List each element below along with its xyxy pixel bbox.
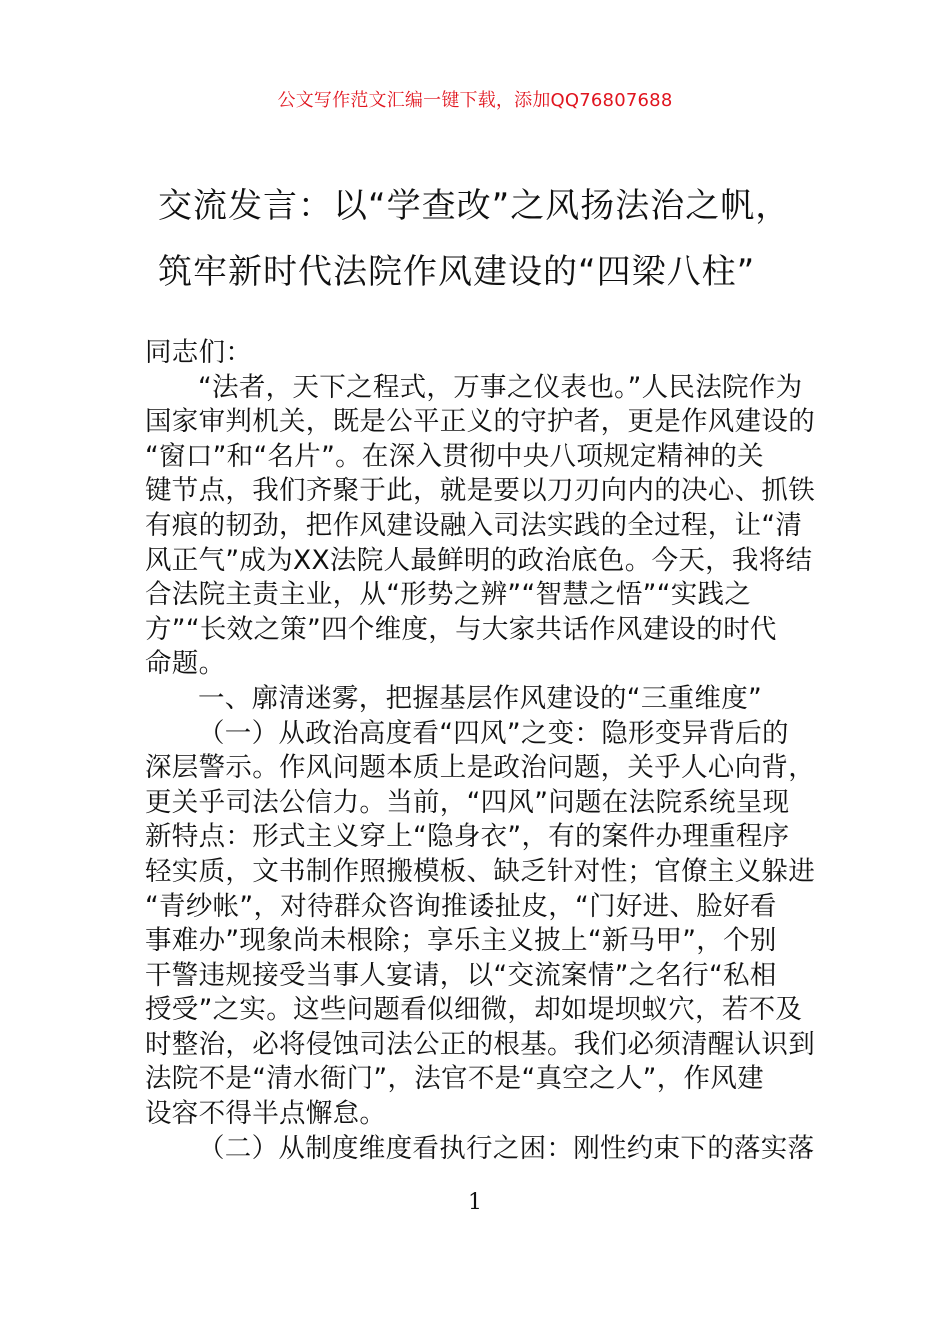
body-line: 风正气”成为XX法院人最鲜明的政治底色。今天，我将结 (145, 544, 813, 576)
body-line: 新特点：形式主义穿上“隐身衣”，有的案件办理重程序 (145, 821, 790, 853)
body-line: 方”“长效之策”四个维度，与大家共话作风建设的时代 (145, 613, 777, 645)
body-line: 事难办”现象尚未根除；享乐主义披上“新马甲”，个别 (145, 925, 777, 957)
body-line: 设容不得半点懈怠。 (145, 1098, 387, 1130)
body-line: 干警违规接受当事人宴请，以“交流案情”之名行“私相 (145, 959, 777, 991)
body-line: 更关乎司法公信力。当前，“四风”问题在法院系统呈现 (145, 786, 790, 818)
body-line: 时整治，必将侵蚀司法公正的根基。我们必须清醒认识到 (145, 1028, 815, 1060)
body-line: 同志们： (145, 337, 253, 368)
section-heading: 一、廓清迷雾，把握基层作风建设的“三重维度” (198, 682, 763, 714)
document-body (145, 336, 815, 1166)
document-title-line-1: 交流发言：以“学查改”之风扬法治之帆， (158, 186, 791, 226)
document-title-line-2: 筑牢新时代法院作风建设的“四梁八柱” (158, 252, 756, 292)
subsection-heading: （一）从政治高度看“四风”之变：隐形变异背后的 (198, 717, 789, 749)
body-line: 授受”之实。这些问题看似细微，却如堤坝蚁穴，若不及 (145, 994, 803, 1026)
page-number: 1 (468, 1190, 482, 1215)
body-line: 轻实质，文书制作照搬模板、缺乏针对性；官僚主义躲进 (145, 855, 815, 887)
body-line: 合法院主责主业，从“形势之辨”“智慧之悟”“实践之 (145, 579, 752, 611)
body-line: “法者，天下之程式，万事之仪表也。”人民法院作为 (198, 371, 803, 403)
subsection-heading: （二）从制度维度看执行之困：刚性约束下的落实落 (198, 1132, 815, 1164)
body-line: 国家审判机关，既是公平正义的守护者，更是作风建设的 (145, 406, 815, 438)
body-line: 有痕的韧劲，把作风建设融入司法实践的全过程，让“清 (145, 509, 803, 541)
body-line: “青纱帐”，对待群众咨询推诿扯皮，“门好进、脸好看 (145, 890, 777, 922)
body-line: 深层警示。作风问题本质上是政治问题，关乎人心向背， (145, 752, 815, 784)
body-line: 命题。 (145, 648, 226, 680)
body-line: 键节点，我们齐聚于此，就是要以刀刃向内的决心、抓铁 (145, 475, 815, 507)
body-line: 法院不是“清水衙门”，法官不是“真空之人”，作风建 (145, 1063, 764, 1095)
download-notice: 公文写作范文汇编一键下载，添加QQ76807688 (277, 90, 673, 111)
body-line: “窗口”和“名片”。在深入贯彻中央八项规定精神的关 (145, 440, 764, 472)
